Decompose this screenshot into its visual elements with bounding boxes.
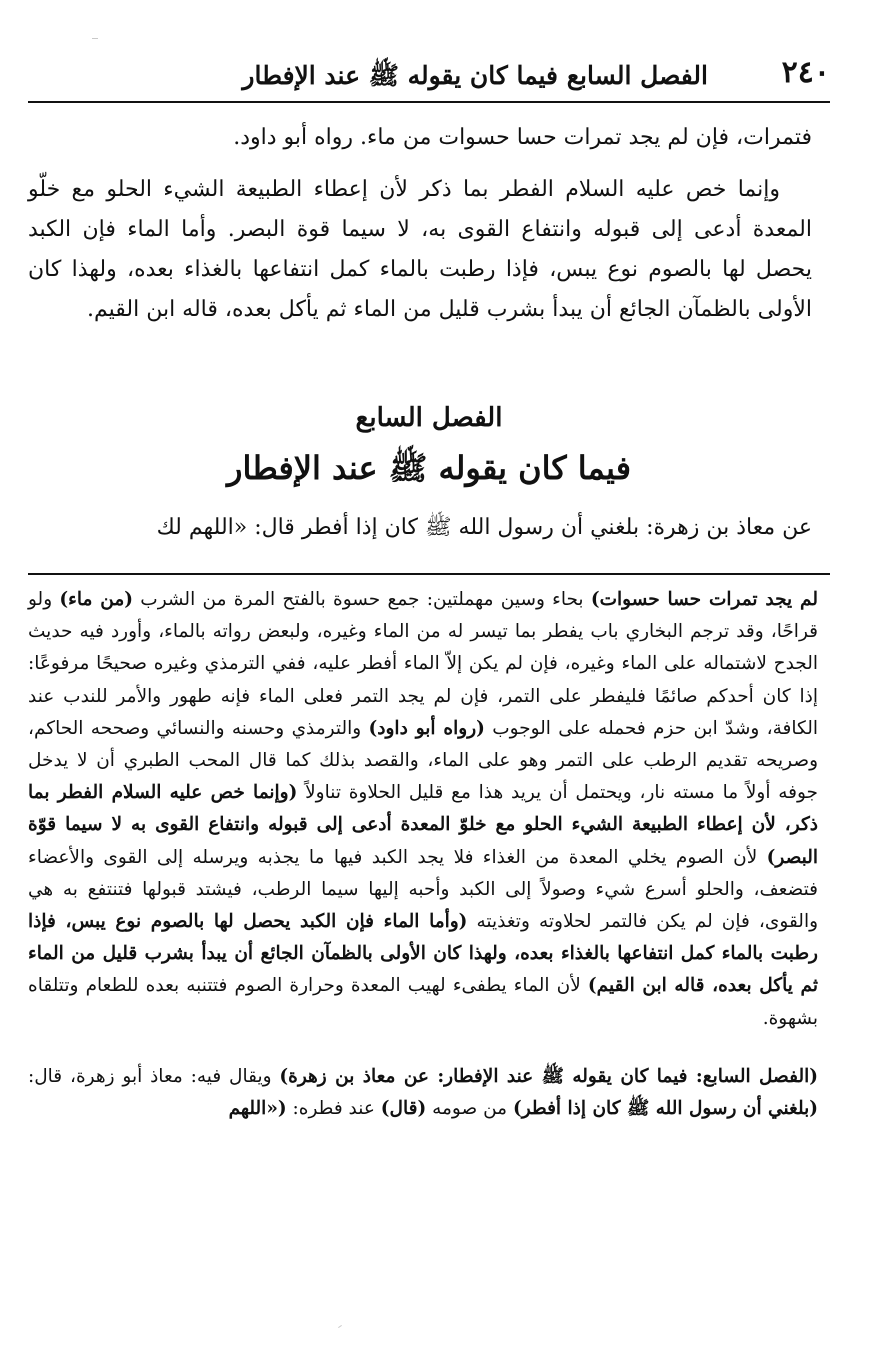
- commentary-text: والترمذي وحسنه والنسائي وصححه الحاكم، وصريحه تقديم الرطب على التمر وهو على الماء، والقصد بذلك كما قال المحب الطبري أن لا يدخل جوفه أولاً ما مسته نار، ويحتمل أن يريد هذا مع قليل الحلاوة تناولاً: [28, 717, 818, 804]
- footnote-paragraph: [28, 584, 818, 1035]
- quoted-text: (قال): [380, 1098, 427, 1120]
- commentary-text: ولو قراحًا، وقد ترجم البخاري باب يفطر بما تيسر له من الماء وغيره، ولبعض رواته بالماء، وأورد فيه حديث الجدح لاشتماله على الماء وغيره، فإن لم يكن إلاّ الماء أفطر عليه، ففي الترمذي وغيره صحيحًا مرفوعًا: إذا كان أحدكم صائمًا فليفطر على التمر، فإن لم يجد التمر فعلى الماء فإنه طهور والأمر للندب عند الكافة، وشدّ ابن حزم فحمله على الوجوب: [28, 589, 818, 739]
- commentary-text: لأن الماء يطفىء لهيب المعدة وحرارة الصوم فتتنبه بعده للطعام وتتلقاه بشهوة.: [28, 975, 818, 1029]
- main-paragraph: وإنما خص عليه السلام الفطر بما ذكر لأن إعطاء الطبيعة الشيء الحلو مع خلّو المعدة أدعى إلى قبوله وانتفاع القوى به، لا سيما قوة البصر. وأما الماء فإن الكبد يحصل لها بالصوم نوع يبس، فإذا رطبت بالماء كمل انتفاعها بالغذاء بعده، ولهذا كان الأولى بالظمآن الجائع أن يبدأ بشرب قليل من الماء ثم يأكل بعده، قاله ابن القيم.: [28, 177, 812, 322]
- footnote-rule: [28, 573, 830, 575]
- quoted-text: (رواه أبو داود): [368, 717, 485, 739]
- commentary-footnote: [28, 584, 818, 1125]
- quoted-text: (بلغني أن رسول الله ﷺ كان إذا أفطر): [512, 1098, 818, 1120]
- header-rule: [28, 101, 830, 103]
- quoted-text: (وأما الماء فإن الكبد يحصل لها بالصوم نوع يبس، فإذا رطبت بالماء كمل انتفاعها بالغذاء بعده، ولهذا كان الأولى بالظمآن الجائع أن يبدأ بشرب قليل من الماء ثم يأكل بعده، قاله ابن القيم): [28, 911, 819, 997]
- footnote-paragraph: [28, 1061, 818, 1125]
- commentary-text: ويقال فيه: معاذ أبو زهرة، قال:: [28, 1065, 280, 1087]
- quoted-text: (الفصل السابع: فيما كان يقوله ﷺ عند الإفطار: عن معاذ بن زهرة): [279, 1065, 818, 1087]
- page-header: [28, 52, 830, 96]
- main-text: [28, 118, 812, 342]
- commentary-text: لأن الصوم يخلي المعدة من الغذاء فلا يجد الكبد فيها ما يجذبه ويرسله إلى القوى والأعضاء فتضعف، والحلو أسرع شيء وصولاً إلى الكبد وأحبه إليها سيما الرطب، فيشتد قبولها فتنتفع به هي والقوى، فإن لم يكن فالتمر لحلاوته وتغذيته: [28, 846, 819, 933]
- commentary-text: بحاء وسين مهملتين: جمع حسوة بالفتح المرة من الشرب: [133, 589, 591, 610]
- quoted-text: (وإنما خص عليه السلام الفطر بما ذكر، لأن إعطاء الطبيعة الشيء الحلو مع خلوّ المعدة أدعى إلى قبوله وانتفاع القوى به لا سيما قوّة البصر): [28, 782, 818, 868]
- quoted-text: لم يجد تمرات حسا حسوات): [590, 589, 818, 610]
- commentary-text: من صومه: [426, 1098, 513, 1120]
- chapter-label: الفصل السابع: [355, 403, 503, 433]
- main-paragraph: فتمرات، فإن لم يجد تمرات حسا حسوات من ماء. رواه أبو داود.: [233, 125, 812, 150]
- commentary-text: عند فطره:: [286, 1098, 381, 1120]
- scan-speck: [338, 1325, 342, 1328]
- scan-speck: [92, 38, 98, 39]
- quoted-text: («اللهم: [228, 1098, 287, 1120]
- chapter-opening-text: عن معاذ بن زهرة: بلغني أن رسول الله ﷺ كان إذا أفطر قال: «اللهم لك: [156, 515, 812, 540]
- quoted-text: (من ماء): [59, 589, 134, 610]
- running-title: الفصل السابع فيما كان يقوله ﷺ عند الإفطار: [242, 61, 708, 90]
- page-number: ٢٤٠: [781, 55, 830, 90]
- chapter-title: فيما كان يقوله ﷺ عند الإفطار: [226, 449, 631, 487]
